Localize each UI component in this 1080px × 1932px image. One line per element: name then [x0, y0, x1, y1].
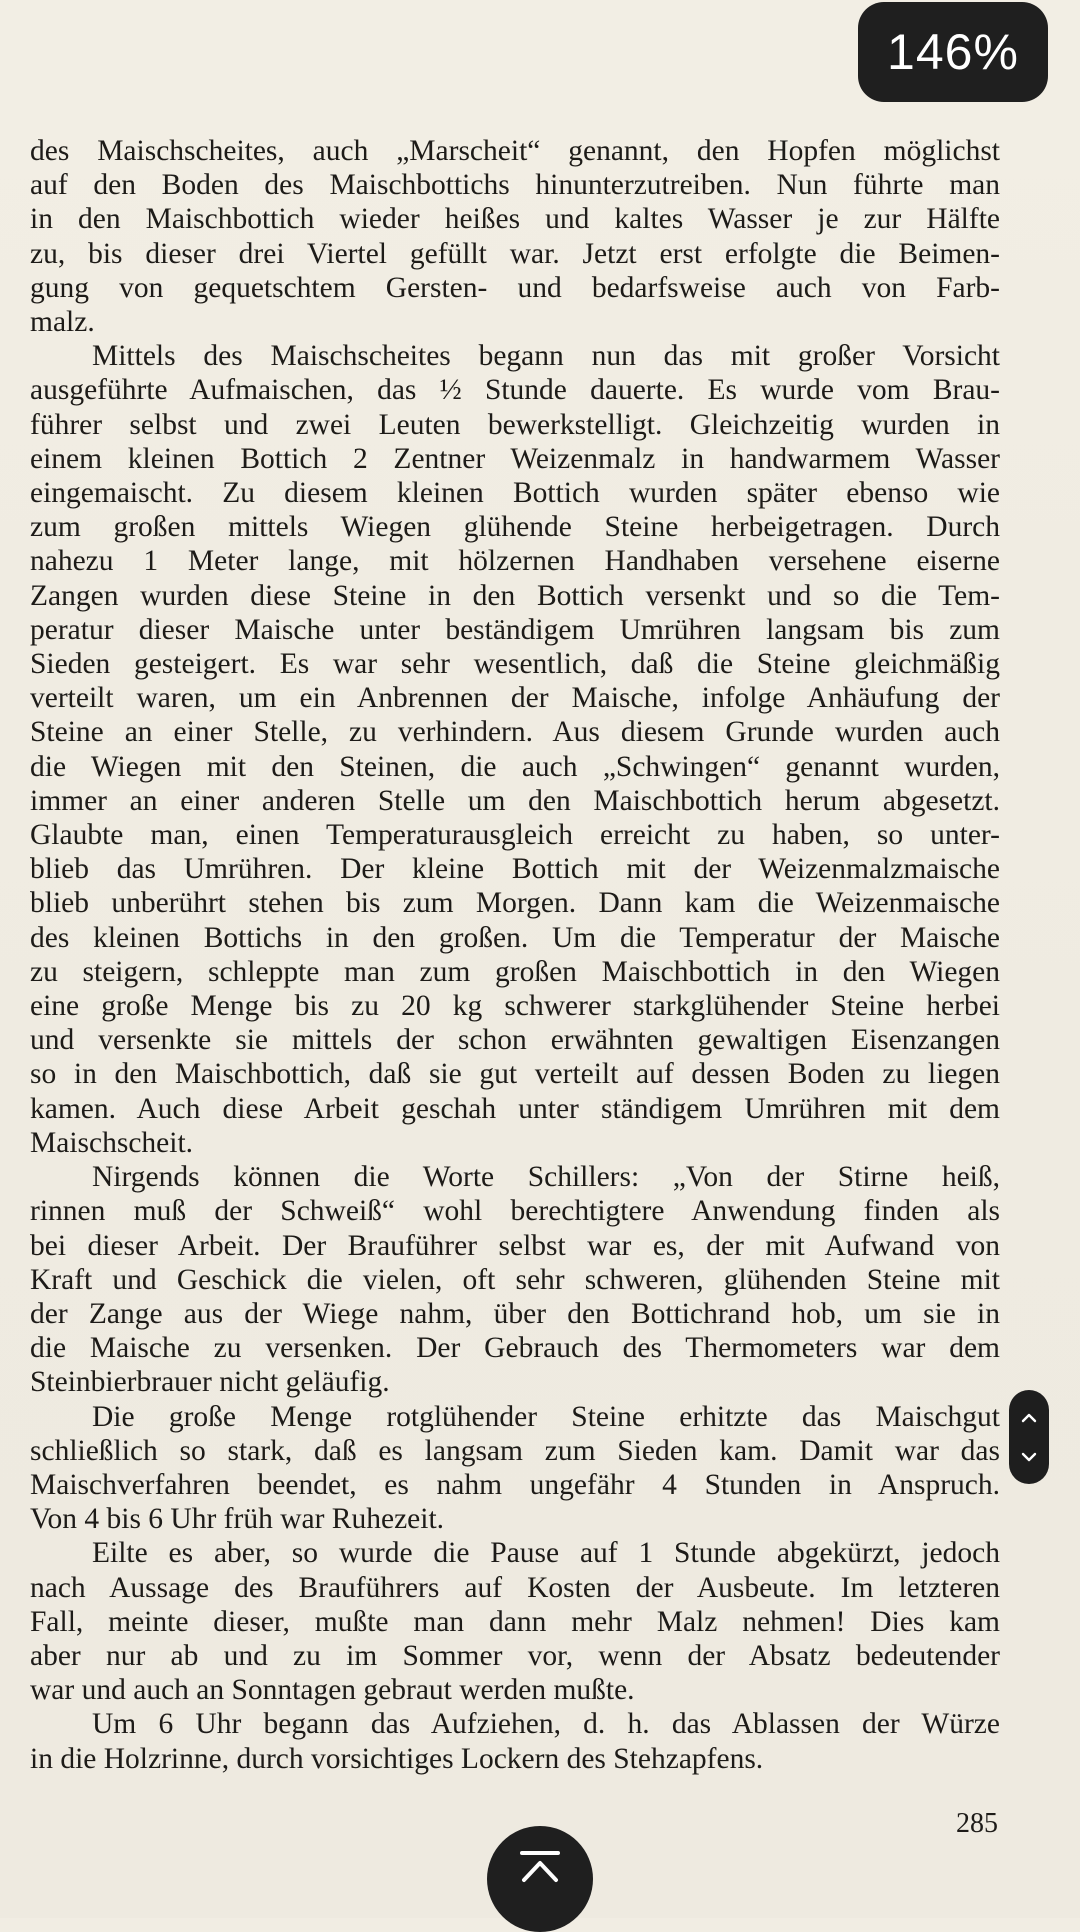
paragraph [30, 1536, 1000, 1707]
text-line: Sieden gesteigert. Es war sehr wesentlich, daß die Steine gleichmäßig [30, 648, 1000, 681]
text-line: Mittels des Maischscheites begann nun das mit großer Vorsicht [92, 340, 1000, 373]
text-line: zum großen mittels Wiegen glühende Steine herbeigetragen. Durch [30, 511, 1000, 544]
text-line: eingemaischt. Zu diesem kleinen Bottich wurden später ebenso wie [30, 477, 1000, 510]
chevron-down-icon[interactable] [1019, 1447, 1039, 1467]
text-line: Fall, meinte dieser, mußte man dann mehr Malz nehmen! Dies kam [30, 1605, 1000, 1638]
text-line: nach Aussage des Brauführers auf Kosten der Ausbeute. Im letzteren [30, 1571, 1000, 1604]
text-line: einem kleinen Bottich 2 Zentner Weizenmalz in handwarmem Wasser [30, 442, 1000, 475]
text-line: führer selbst und zwei Leuten bewerkstelligt. Gleichzeitig wurden in [30, 408, 1000, 441]
zoom-level-badge: 146% [858, 2, 1048, 102]
text-line: rinnen muß der Schweiß“ wohl berechtigtere Anwendung finden als [30, 1195, 1000, 1228]
text-line: Von 4 bis 6 Uhr früh war Ruhezeit. [30, 1503, 445, 1536]
paragraph [30, 1400, 1000, 1537]
text-line: in die Holzrinne, durch vorsichtiges Lockern des Stehzapfens. [30, 1742, 764, 1775]
text-line: Nirgends können die Worte Schillers: „Von der Stirne heiß, [92, 1161, 1000, 1194]
scroll-to-top-icon [518, 1850, 562, 1884]
text-line: bei dieser Arbeit. Der Brauführer selbst war es, der mit Aufwand von [30, 1229, 1000, 1262]
text-line: malz. [30, 306, 95, 339]
text-line: war und auch an Sonntagen gebraut werden mußte. [30, 1674, 635, 1707]
text-line: ausgeführte Aufmaischen, das ½ Stunde dauerte. Es wurde vom Brau- [30, 374, 1000, 407]
text-line: die Maische zu versenken. Der Gebrauch des Thermometers war dem [30, 1332, 1000, 1365]
text-line: Zangen wurden diese Steine in den Bottich versenkt und so die Tem- [30, 579, 1000, 612]
text-line: blieb unberührt stehen bis zum Morgen. Dann kam die Weizenmaische [30, 887, 1000, 920]
text-line: in den Maischbottich wieder heißes und kaltes Wasser je zur Hälfte [30, 203, 1000, 236]
text-line: verteilt waren, um ein Anbrennen der Maische, infolge Anhäufung der [30, 682, 1000, 715]
text-line: und versenkte sie mittels der schon erwähnten gewaltigen Eisenzangen [30, 1024, 1000, 1057]
text-line: eine große Menge bis zu 20 kg schwerer starkglühender Steine herbei [30, 990, 1000, 1023]
text-line: nahezu 1 Meter lange, mit hölzernen Handhaben versehene eiserne [30, 545, 1000, 578]
text-line: zu, bis dieser drei Viertel gefüllt war. Jetzt erst erfolgte die Beimen- [30, 237, 1000, 270]
text-line: Steinbierbrauer nicht geläufig. [30, 1366, 390, 1399]
text-line: kamen. Auch diese Arbeit geschah unter ständigem Umrühren mit dem [30, 1092, 1000, 1125]
text-line: peratur dieser Maische unter beständigem Umrühren langsam bis zum [30, 613, 1000, 646]
text-line: aber nur ab und zu im Sommer vor, wenn der Absatz bedeutender [30, 1639, 1000, 1672]
text-line: Steine an einer Stelle, zu verhindern. Aus diesem Grunde wurden auch [30, 716, 1000, 749]
text-line: auf den Boden des Maischbottichs hinunterzutreiben. Nun führte man [30, 169, 1000, 202]
chevron-up-icon[interactable] [1019, 1408, 1039, 1428]
text-line: zu steigern, schleppte man zum großen Maischbottich in den Wiegen [30, 955, 1000, 988]
text-line: Glaubte man, einen Temperaturausgleich erreicht zu haben, so unter- [30, 819, 1000, 852]
paragraph [30, 339, 1000, 1160]
text-line: der Zange aus der Wiege nahm, über den Bottichrand hob, um sie in [30, 1297, 1000, 1330]
text-line: des Maischscheites, auch „Marscheit“ genannt, den Hopfen möglichst [30, 135, 1000, 167]
page-number: 285 [956, 1808, 998, 1839]
text-line: schließlich so stark, daß es langsam zum Sieden kam. Damit war das [30, 1434, 1000, 1467]
text-line: des kleinen Bottichs in den großen. Um die Temperatur der Maische [30, 921, 1000, 954]
paragraph [30, 1707, 1000, 1775]
text-line: Eilte es aber, so wurde die Pause auf 1 Stunde abgekürzt, jedoch [92, 1537, 1000, 1570]
text-line: blieb das Umrühren. Der kleine Bottich mit der Weizenmalzmaische [30, 853, 1000, 886]
text-line: die Wiegen mit den Steinen, die auch „Schwingen“ genannt wurden, [30, 750, 1000, 783]
page-scroll-control[interactable] [1009, 1390, 1049, 1484]
text-line: gung von gequetschtem Gersten- und bedarfsweise auch von Farb- [30, 271, 1000, 304]
text-line: Kraft und Geschick die vielen, oft sehr schweren, glühenden Steine mit [30, 1263, 1000, 1296]
text-line: Maischverfahren beendet, es nahm ungefähr 4 Stunden in Anspruch. [30, 1468, 1000, 1501]
page-body-text [30, 134, 1000, 1776]
scroll-to-top-button[interactable] [487, 1826, 593, 1932]
text-line: Die große Menge rotglühender Steine erhitzte das Maischgut [92, 1400, 1000, 1433]
paragraph [30, 134, 1000, 339]
text-line: immer an einer anderen Stelle um den Maischbottich herum abgesetzt. [30, 784, 1000, 817]
text-line: so in den Maischbottich, daß sie gut verteilt auf dessen Boden zu liegen [30, 1058, 1000, 1091]
paragraph [30, 1160, 1000, 1399]
text-line: Maischscheit. [30, 1126, 194, 1159]
text-line: Um 6 Uhr begann das Aufziehen, d. h. das Ablassen der Würze [92, 1708, 1000, 1741]
